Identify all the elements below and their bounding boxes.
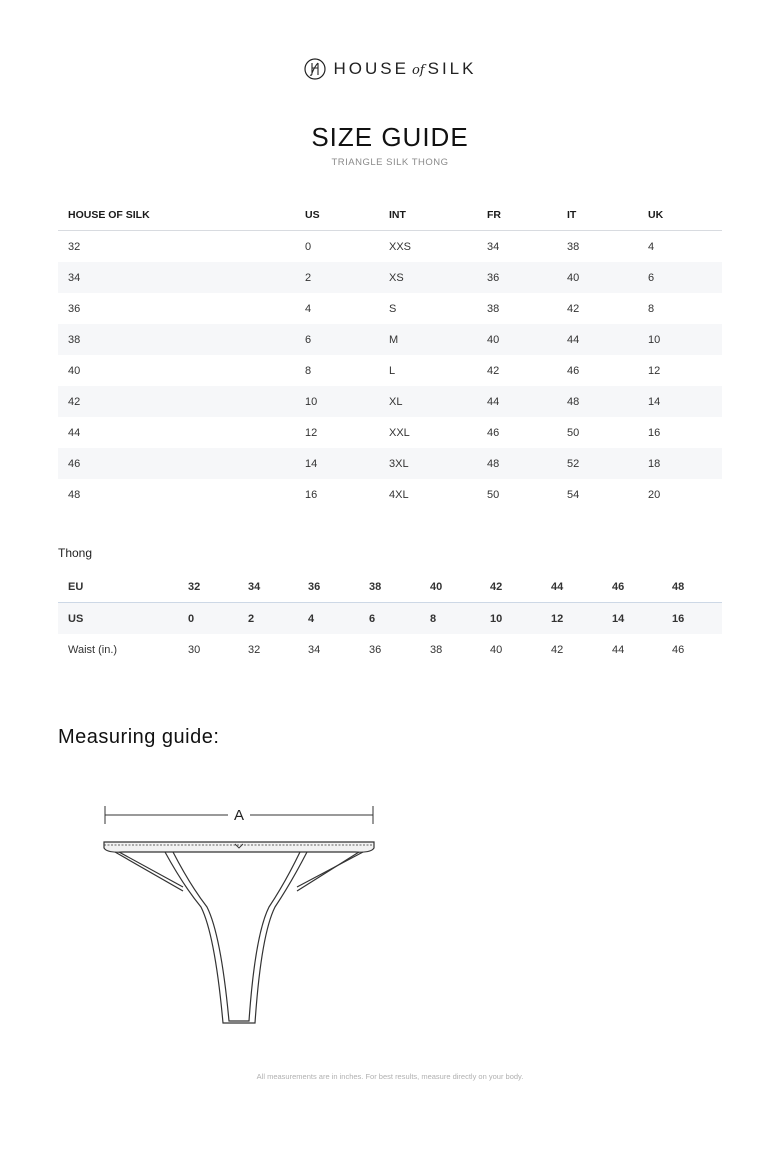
table-cell: 2 (238, 603, 298, 635)
table-cell: 48 (477, 448, 557, 479)
thong-diagram (95, 795, 385, 1035)
table-cell: 6 (295, 324, 379, 355)
table-cell: 34 (487, 240, 500, 253)
table-cell: 12 (541, 603, 602, 635)
table-row (58, 479, 722, 510)
thong-outline (104, 842, 374, 1023)
table-cell: 4 (648, 240, 655, 253)
thong-row-waist (58, 634, 722, 665)
column-header: IT (557, 200, 638, 231)
table-cell: 46 (58, 448, 295, 479)
column-header: UK (638, 200, 722, 231)
table-cell: 4 (305, 302, 312, 315)
table-cell: 34 (58, 262, 295, 293)
table-cell: 40 (557, 262, 638, 293)
table-cell: XL (379, 386, 477, 417)
table-cell: XS (379, 262, 477, 293)
table-cell: 32 (248, 643, 261, 656)
table-cell: 46 (672, 643, 685, 656)
table-cell: 8 (420, 603, 480, 635)
table-row (58, 448, 722, 479)
table-cell: 16 (648, 426, 661, 439)
table-cell: 38 (430, 643, 443, 656)
table-cell: 40 (490, 643, 503, 656)
column-header: US (295, 200, 379, 231)
size-conversion-table (58, 200, 722, 510)
table-cell: 48 (662, 571, 722, 603)
thong-size-table (58, 571, 722, 665)
measuring-guide-title: Measuring guide: (58, 726, 220, 748)
table-cell: 6 (359, 603, 420, 635)
table-cell: 0 (305, 240, 312, 253)
table-cell: 0 (178, 603, 238, 635)
table-cell: 14 (602, 603, 662, 635)
table-cell: 46 (602, 571, 662, 603)
table-header-row (58, 200, 722, 231)
table-cell: 18 (638, 448, 722, 479)
table-cell: 16 (305, 488, 318, 501)
table-row (58, 417, 722, 448)
page-title: SIZE GUIDE (311, 122, 469, 152)
table-cell: 6 (638, 262, 722, 293)
table-cell: 10 (638, 324, 722, 355)
column-header: FR (477, 200, 557, 231)
table-cell: 3XL (379, 448, 477, 479)
table-cell: 48 (557, 386, 638, 417)
measurement-a-label: A (233, 807, 245, 824)
table-cell: 20 (648, 488, 661, 501)
page-subtitle: TRIANGLE SILK THONG (331, 157, 449, 168)
table-cell: 46 (567, 364, 580, 377)
measurement-footnote: All measurements are in inches. For best results, measure directly on your body. (256, 1072, 524, 1081)
table-cell: 14 (638, 386, 722, 417)
table-cell: Waist (in.) (68, 643, 118, 656)
table-cell: 34 (238, 571, 298, 603)
table-cell: 42 (551, 643, 564, 656)
table-cell: 42 (487, 364, 500, 377)
thong-section-label: Thong (58, 546, 93, 560)
table-cell: 44 (477, 386, 557, 417)
table-cell: 4 (298, 603, 359, 635)
table-cell: M (379, 324, 477, 355)
table-cell: 38 (487, 302, 500, 315)
table-cell: 48 (68, 488, 81, 501)
table-cell: 32 (68, 240, 81, 253)
table-cell: 12 (305, 426, 318, 439)
table-cell: 34 (308, 643, 321, 656)
table-cell: 42 (58, 386, 295, 417)
table-cell: 50 (487, 488, 500, 501)
table-cell: 46 (487, 426, 500, 439)
thong-row-eu (58, 571, 722, 603)
table-cell: 42 (480, 571, 541, 603)
table-row (58, 262, 722, 293)
table-cell: 44 (68, 426, 81, 439)
table-cell: 4XL (389, 488, 409, 501)
table-cell: US (58, 603, 178, 635)
column-header: INT (379, 200, 477, 231)
table-cell: 32 (178, 571, 238, 603)
table-row (58, 293, 722, 324)
table-cell: 8 (648, 302, 655, 315)
table-cell: 44 (612, 643, 625, 656)
table-cell: 36 (298, 571, 359, 603)
table-cell: XXS (389, 240, 412, 253)
table-cell: 10 (295, 386, 379, 417)
table-row (58, 386, 722, 417)
table-row (58, 355, 722, 386)
table-cell: 50 (567, 426, 580, 439)
table-cell: 42 (567, 302, 580, 315)
table-cell: L (389, 364, 396, 377)
table-cell: EU (58, 571, 178, 603)
brand-logo[interactable] (0, 58, 780, 80)
table-cell: 40 (420, 571, 480, 603)
table-cell: 8 (305, 364, 312, 377)
column-header: HOUSE OF SILK (58, 200, 295, 231)
table-cell: 38 (58, 324, 295, 355)
table-cell: 16 (662, 603, 722, 635)
table-cell: 40 (477, 324, 557, 355)
table-cell: 40 (68, 364, 81, 377)
brand-name: HOUSE of SILK (333, 59, 477, 78)
table-cell: 12 (648, 364, 661, 377)
table-cell: 36 (369, 643, 382, 656)
table-cell: 44 (541, 571, 602, 603)
monogram-icon (304, 58, 326, 80)
table-cell: 30 (188, 643, 201, 656)
table-cell: 44 (557, 324, 638, 355)
thong-row-us (58, 603, 722, 635)
table-cell: 2 (295, 262, 379, 293)
table-cell: XXL (389, 426, 410, 439)
table-row (58, 231, 722, 263)
table-cell: 38 (567, 240, 580, 253)
table-cell: 10 (480, 603, 541, 635)
table-cell: 38 (359, 571, 420, 603)
table-cell: 36 (477, 262, 557, 293)
table-row (58, 324, 722, 355)
table-cell: 14 (295, 448, 379, 479)
table-cell: 52 (557, 448, 638, 479)
table-cell: S (389, 302, 397, 315)
table-cell: 54 (567, 488, 580, 501)
table-cell: 36 (68, 302, 81, 315)
